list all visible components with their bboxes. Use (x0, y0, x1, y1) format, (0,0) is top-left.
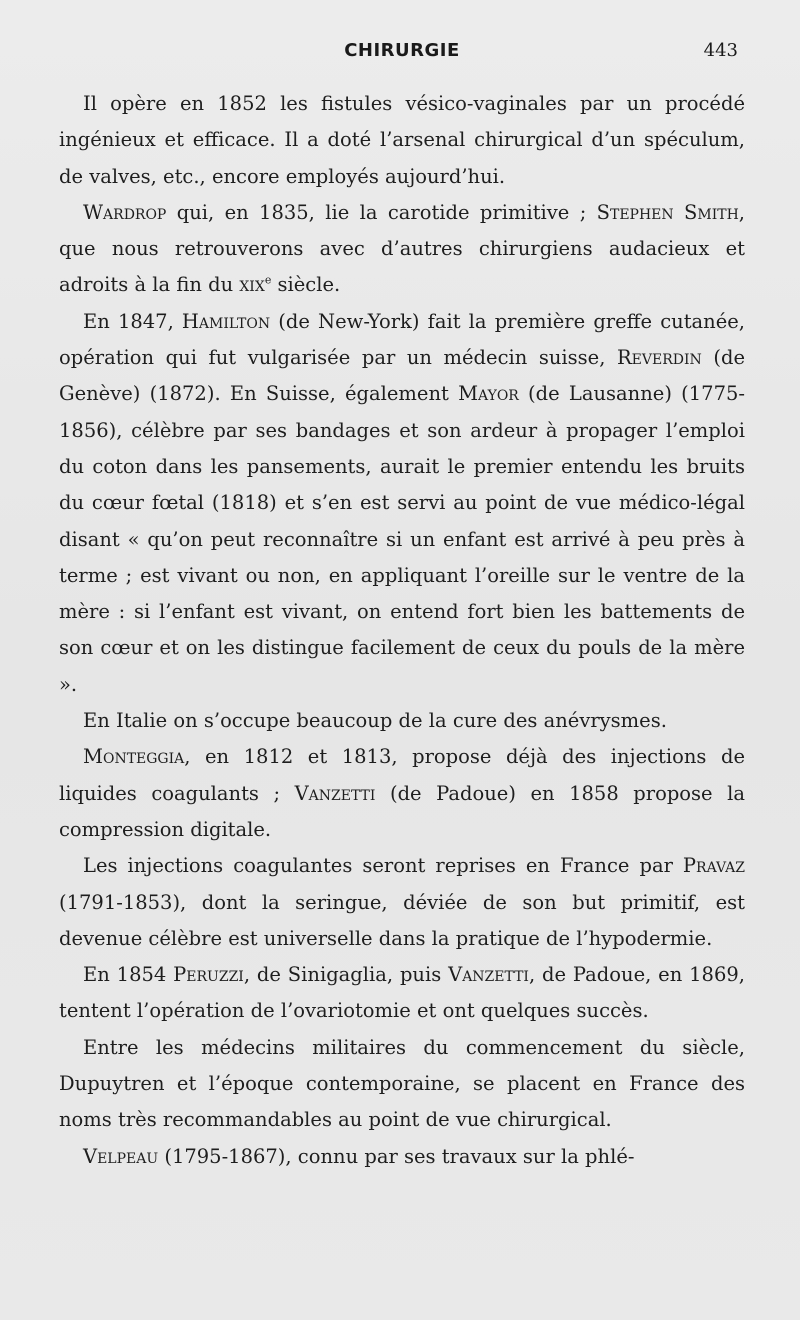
paragraph-9 (59, 1139, 745, 1175)
text-segment: (1791-1853), dont la seringue, déviée de son but primitif, est devenue célèbre est universelle dans la pratique de l’hypodermie. (59, 890, 745, 950)
surname-reverdin: Reverdin (617, 346, 702, 370)
text-segment: (de New-York) fait la première greffe cutanée, opération qui fut vulgarisée par un médecin suisse, (59, 309, 745, 370)
surname-stephen-smith: Stephen Smith (596, 200, 739, 224)
surname-peruzzi: Peruzzi (173, 963, 244, 987)
text-segment: (de Padoue) en 1858 propose la compression digitale. (59, 781, 745, 841)
paragraph-2 (59, 195, 745, 304)
body-text (59, 86, 745, 1175)
text-segment: (de Lausanne) (1775-1856), célèbre par ses bandages et son ardeur à propager l’emploi du coton dans les pansements, aurait le premier entendu les bruits du cœur fœtal (1818) et s’en est servi au point de vue médico-légal disant « qu’on peut reconnaître si un enfant est arrivé à peu près à terme ; est vivant ou non, en appliquant l’oreille sur le ventre de la mère : si l’enfant est vivant, on entend fort bien les battements de son cœur et on les distingue facilement de ceux du pouls de la mère ». (59, 382, 745, 696)
century-superscript: e (264, 273, 272, 287)
paragraph-7 (59, 957, 745, 1030)
running-title: CHIRURGIE (344, 40, 460, 61)
paragraph-8: Entre les médecins militaires du commencement du siècle, Dupuytren et l’époque contemporaine, se placent en France des noms très recommandables au point de vue chirurgical. (59, 1035, 745, 1132)
paragraph-5 (59, 739, 745, 848)
text-segment: , de Padoue, en 1869, tentent l’opération de l’ovariotomie et ont quelques succès. (59, 963, 745, 1023)
text-segment: siècle. (271, 273, 341, 297)
paragraph-3 (59, 304, 745, 703)
surname-hamilton: Hamilton (181, 309, 271, 333)
surname-mayor: Mayor (458, 382, 519, 406)
surname-monteggia: Monteggia (83, 745, 185, 769)
surname-velpeau: Velpeau (83, 1144, 159, 1168)
surname-vanzetti: Vanzetti (294, 781, 376, 805)
paragraph-4: En Italie on s’occupe beaucoup de la cure des anévrysmes. (83, 709, 667, 733)
century-numeral: xix (239, 273, 265, 297)
text-segment: (de Genève) (1872). En Suisse, également (59, 346, 745, 406)
text-segment: En 1847, (83, 309, 182, 333)
text-segment: , de Sinigaglia, puis (243, 963, 449, 987)
surname-wardrop: Wardrop (83, 200, 167, 224)
surname-vanzetti: Vanzetti (448, 963, 529, 987)
text-segment: Les injections coagulantes seront reprises en France par (83, 854, 683, 878)
page-header (60, 40, 744, 70)
page-number: 443 (703, 40, 738, 61)
paragraph-1: Il opère en 1852 les fistules vésico-vaginales par un procédé ingénieux et efficace. Il a doté l’arsenal chirurgical d’un spéculum, de valves, etc., encore employés aujourd’hui. (59, 92, 745, 188)
text-segment: , en 1812 et 1813, propose déjà des injections de liquides coagulants ; (59, 745, 745, 805)
text-segment: (1795-1867), connu par ses travaux sur la phlé- (158, 1144, 635, 1168)
text-segment: En 1854 (83, 963, 174, 987)
text-segment: qui, en 1835, lie la carotide primitive ; (166, 200, 597, 224)
paragraph-6 (59, 848, 745, 957)
text-segment: , que nous retrouverons avec d’autres chirurgiens audacieux et adroits à la fin du (59, 200, 745, 297)
surname-pravaz: Pravaz (682, 854, 745, 878)
